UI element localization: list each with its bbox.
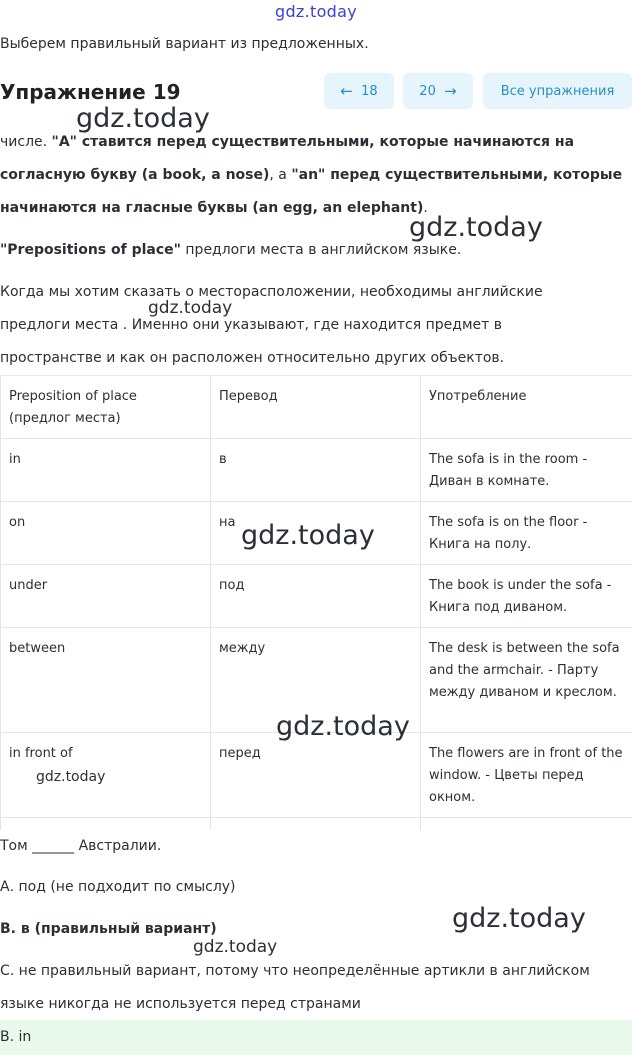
theory-line-1: числе. "A" ставится перед существительными, которые начинаются на: [0, 134, 575, 150]
theory-line-3: начинаются на гласные буквы (an egg, an elephant).: [0, 200, 428, 216]
answer-text: B. in: [0, 1029, 32, 1045]
option-c-line-1: С. не правильный вариант, потому что неопределённые артикли в английском: [0, 963, 590, 979]
prev-exercise-button[interactable]: [324, 73, 394, 109]
table-row: [1, 733, 632, 818]
table-cell: The sofa is on the floor - Книга на полу.: [421, 502, 632, 565]
question-text: Том ______ Австралии.: [0, 838, 162, 854]
theory-line-4: "Prepositions of place" предлоги места в английском языке.: [0, 242, 462, 258]
answer-box: [0, 1020, 632, 1055]
table-cell: on: [1, 502, 211, 565]
table-cell: перед: [211, 733, 421, 818]
theory-line-7: пространстве и как он расположен относительно других объектов.: [0, 350, 505, 366]
table-header-cell: Preposition of place (предлог места): [1, 376, 211, 439]
watermark: gdz.today: [36, 769, 106, 785]
table-header-row: [1, 376, 632, 439]
theory-line-2: согласную букву (a book, a nose), а "an" перед существительными, которые: [0, 167, 623, 183]
table-cell: [1, 818, 211, 831]
all-exercises-button[interactable]: [483, 73, 632, 109]
prepositions-table: [0, 375, 632, 830]
table-cell: The book is under the sofa - Книга под диваном.: [421, 565, 632, 628]
table-row: [1, 502, 632, 565]
all-exercises-label: Все упражнения: [500, 83, 615, 99]
table-cell: между: [211, 628, 421, 733]
option-c-line-2: языке никогда не используется перед странами: [0, 996, 361, 1012]
prev-exercise-label: 18: [361, 83, 378, 99]
watermark: gdz.today: [409, 212, 543, 243]
watermark: gdz.today: [193, 937, 278, 957]
prepositions-table-scroll[interactable]: [0, 375, 632, 830]
arrow-right-icon: →: [444, 82, 457, 100]
table-row: [1, 439, 632, 502]
watermark: gdz.today: [148, 298, 233, 318]
option-b: В. в (правильный вариант): [0, 921, 217, 937]
watermark: gdz.today: [452, 903, 586, 934]
table-cell: [421, 818, 632, 831]
table-cell: in: [1, 439, 211, 502]
table-cell: на: [211, 502, 421, 565]
table-cell: The desk is between the sofa and the armchair. - Парту между диваном и креслом.: [421, 628, 632, 733]
next-exercise-label: 20: [419, 83, 436, 99]
table-cell: The flowers are in front of the window. - Цветы перед окном.: [421, 733, 632, 818]
watermark: gdz.today: [241, 520, 375, 551]
table-cell: [211, 818, 421, 831]
watermark: gdz.today: [276, 711, 410, 742]
table-row: [1, 818, 632, 831]
theory-line-5: Когда мы хотим сказать о месторасположении, необходимы английские: [0, 284, 543, 300]
table-cell: The sofa is in the room - Диван в комнате.: [421, 439, 632, 502]
option-a: А. под (не подходит по смыслу): [0, 879, 236, 895]
intro-text: Выберем правильный вариант из предложенных.: [0, 36, 369, 52]
watermark: gdz.today: [76, 103, 210, 134]
table-row: [1, 565, 632, 628]
arrow-left-icon: ←: [340, 82, 353, 100]
table-row: [1, 628, 632, 733]
exercise-title: Упражнение 19: [0, 80, 181, 104]
table-cell: в: [211, 439, 421, 502]
theory-line-6: предлоги места . Именно они указывают, где находится предмет в: [0, 317, 502, 333]
table-header-cell: Перевод: [211, 376, 421, 439]
table-cell: под: [211, 565, 421, 628]
table-cell: between: [1, 628, 211, 733]
table-header-cell: Употребление: [421, 376, 632, 439]
table-cell: under: [1, 565, 211, 628]
next-exercise-button[interactable]: [403, 73, 473, 109]
table-cell: in front of: [1, 733, 211, 818]
site-logo[interactable]: gdz.today: [275, 2, 357, 21]
